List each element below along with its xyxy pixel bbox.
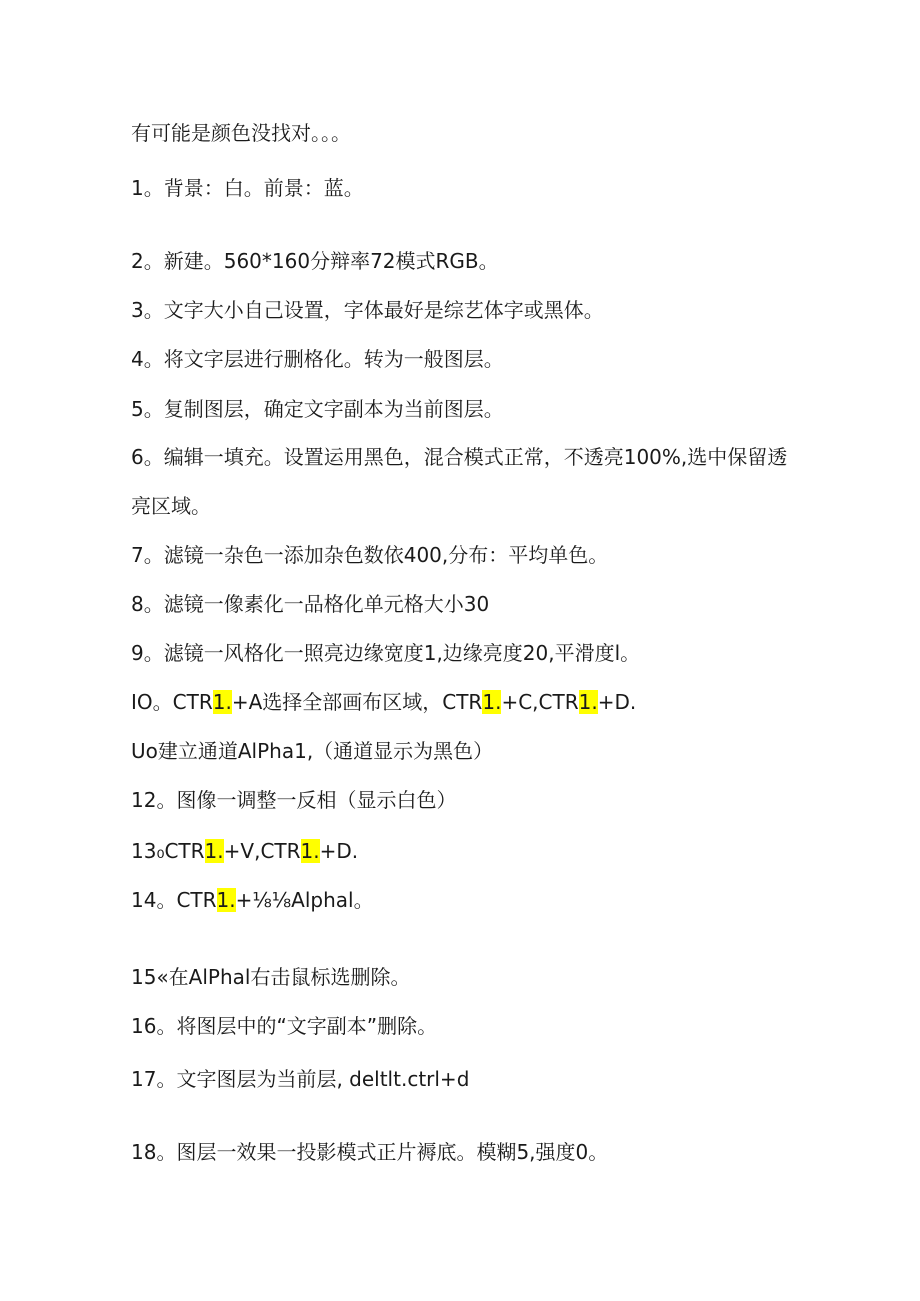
step-6: 6。编辑一填充。设置运用黑色，混合模式正常，不透亮100%,选中保留透	[131, 445, 788, 469]
highlight-mark: 1.	[216, 888, 236, 912]
step-17: 17。文字图层为当前层, deltlt.ctrl+d	[131, 1067, 470, 1091]
step-6-continued: 亮区域。	[131, 494, 211, 518]
step-14-part-1: 14。CTR	[131, 888, 217, 912]
step-13-part-1: 13₀CTR	[131, 839, 205, 863]
step-13-part-3: +D.	[319, 839, 359, 863]
step-8: 8。滤镜一像素化一品格化单元格大小30	[131, 592, 490, 616]
step-7: 7。滤镜一杂色一添加杂色数依400,分布：平均单色。	[131, 543, 609, 567]
step-10-part-3: +C,CTR	[501, 690, 579, 714]
step-10-part-2: +A选择全部画布区域，CTR	[231, 690, 483, 714]
step-18: 18。图层一效果一投影模式正片褥底。模糊5,强度0。	[131, 1140, 609, 1164]
step-14	[131, 887, 374, 913]
step-13	[131, 838, 358, 864]
highlight-mark: 1.	[204, 839, 224, 863]
step-16: 16。将图层中的“文字副本”删除。	[131, 1014, 438, 1038]
step-5: 5。复制图层，确定文字副本为当前图层。	[131, 397, 504, 421]
highlight-mark: 1.	[300, 839, 320, 863]
step-10-part-4: +D.	[597, 690, 637, 714]
step-15: 15«在AlPhal右击鼠标选删除。	[131, 965, 411, 989]
step-9: 9。滤镜一风格化一照亮边缘宽度1,边缘亮度20,平滑度l。	[131, 641, 641, 665]
step-3: 3。文字大小自己设置，字体最好是综艺体字或黑体。	[131, 298, 604, 322]
step-11: Uo建立通道AlPha1,（通道显示为黑色）	[131, 739, 494, 763]
step-10-part-1: IO。CTR	[131, 690, 213, 714]
step-2: 2。新建。560*160分辩率72模式RGB。	[131, 249, 499, 273]
highlight-mark: 1.	[212, 690, 232, 714]
step-13-part-2: +V,CTR	[223, 839, 301, 863]
highlight-mark: 1.	[578, 690, 598, 714]
step-10	[131, 689, 636, 715]
step-12: 12。图像一调整一反相（显示白色）	[131, 788, 457, 812]
step-14-part-2: +⅛⅛Alphal。	[235, 888, 374, 912]
intro-line: 有可能是颜色没找对。。。	[131, 121, 351, 145]
step-4: 4。将文字层进行删格化。转为一般图层。	[131, 347, 504, 371]
highlight-mark: 1.	[482, 690, 502, 714]
step-1: 1。背景：白。前景：蓝。	[131, 176, 364, 200]
